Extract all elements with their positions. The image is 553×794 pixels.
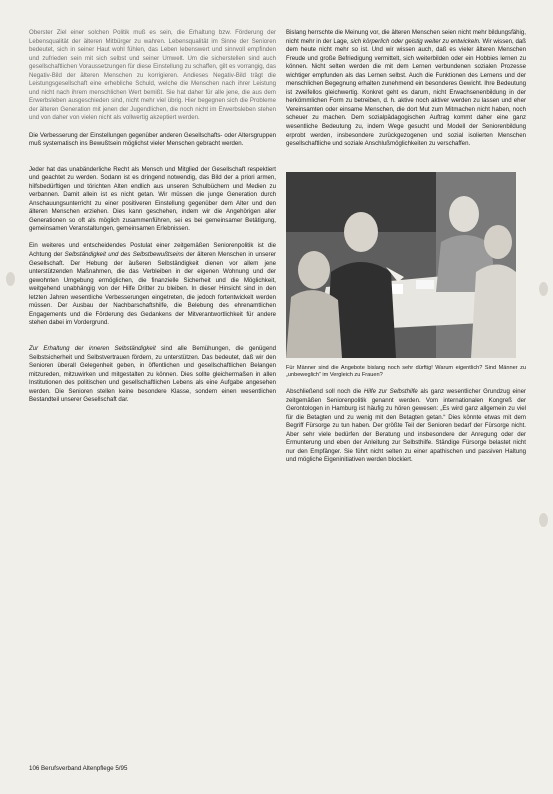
emphasis: Selbständigkeit und des Selbstbewußtseins bbox=[64, 251, 184, 259]
punch-hole bbox=[539, 282, 548, 296]
paragraph-quality-of-life: Oberster Ziel einer solchen Politik muß es sein, die Erhaltung bzw. Förderung der Lebensqualität der älteren Mitbürger zu wahren. Lebensqualität im Sinne der Senioren bedeutet, sich in seiner Haut wohl fühlen, das Leben lebenswert und sinnvoll empfinden und zufrieden sein mit sich selbst und seiner Umwelt. Um die sicherstellen sind auch gesellschaftlichen Voraussetzungen für diese Einstellung zu schaffen, gilt es vorrangig, das Negativ-Bild der älteren Menschen zu korrigieren. Andieses Negativ-Bild trägt die Leistungsgesellschaft eine erhebliche Schuld, welche die Menschen nach ihrer Leistung und nicht nach ihrem menschlichen Wert bemißt. Sie hat daher für alle jene, die aus dem Erwerbsleben ausgeschieden sind, nicht mehr viel übrig. Hier begegnen sich die Probleme der älteren Generation mit jenen der Jugendlichen, die noch nicht im Erwerbsleben stehen und von daher von vielen nicht als vollwertig akzeptiert werden. bbox=[29, 29, 276, 122]
paragraph-inner-independence bbox=[29, 345, 276, 405]
photo-illustration bbox=[286, 172, 516, 358]
paragraph-self-help bbox=[286, 388, 526, 465]
emphasis: sich körperlich oder geistig weiter zu entwickeln. bbox=[350, 37, 481, 45]
paragraph-independence bbox=[29, 242, 276, 327]
text-run: der älteren Menschen in unserer Gesellschaft. Der Hebung der äußeren Selbständigkeit dienen vor allem jene unterstützenden Maßnahmen, die das Verbleiben in der eigenen Wohnung und der gewohnten Umgebung ermöglichen, die finanzielle Sicherheit und die Möglichkeit, weitgehend unabhängig von der Hilfe Dritter zu bleiben. In dieser Hinsicht sind in den letzten Jahren wesentliche Verbesserungen eingetreten, die jedoch fortentwickelt werden müssen. Der Ausbau der Nachbarschaftshilfe, die Belebung des ehrenamtlichen Engagements und die Förderung des Gedankens der Mitverantwortlichkeit für andere stehen dabei im Vordergrund. bbox=[29, 251, 276, 327]
paragraph-attitudes: Die Verbesserung der Einstellungen gegenüber anderen Gesellschafts- oder Altersgruppen muß systematisch ins Bewußtsein möglichst vieler Menschen gebracht werden. bbox=[29, 131, 276, 148]
right-column bbox=[286, 29, 526, 473]
photo-caption: Für Männer sind die Angebote bislang noch sehr dürftig! Warum eigentlich? Sind Männer zu „unbeweglich“ im Vergleich zu Frauen? bbox=[286, 364, 526, 379]
paragraph-education bbox=[286, 29, 526, 149]
paragraph-respect: Jeder hat das unabänderliche Recht als Mensch und Mitglied der Gesellschaft respektiert und geachtet zu werden. Sodann ist es dringend notwendig, das Bild der a priori armen, hilfsbedürftigen und törichten Alten endlich aus unseren Schulbüchern und Medien zu verbannen. Damit allein ist es nicht getan. Wir müssen die junge Generation durch Anschauungsunterricht zu einer positiveren Einstellung gegenüber dem Alter und den älteren Menschen erziehen. Dies kann geschehen, indem wir die Angehörigen aller Generationen so oft als möglich zusammenführen, sei es bei gemeinsamer Betätigung, gemeinsamen Veranstaltungen, gemeinsamen Erlebnissen. bbox=[29, 165, 276, 233]
page-footer: 106 Berufsverband Altenpflege 5/95 bbox=[29, 765, 128, 772]
text-run: sind alle Bemühungen, die genügend Selbstsicherheit und Selbstvertrauen fördern, zu unterstützen. Das bedeutet, daß wir den Senioren überall Gelegenheit geben, in öffentlichen und gesellschaftlichen Belangen mitzureden, mitzuwirken und mitgestalten zu können. Dies sollte gleichermaßen in allen Institutionen des politischen und gesellschaftlichen Lebens als eine Aufgabe angesehen werden. Die Senioren stellen keine besondere Klasse, sondern einen wesentlichen Bestandteil unserer Gesellschaft dar. bbox=[29, 344, 276, 404]
emphasis: Hilfe zur Selbsthilfe bbox=[363, 387, 418, 395]
text-run: Bislang herrschte die Meinung vor, die älteren Menschen seien nicht mehr bildungsfähig, nicht mehr in der Lage, bbox=[286, 29, 526, 45]
emphasis: Zur Erhaltung der inneren Selbständigkeit bbox=[29, 344, 156, 352]
punch-hole bbox=[539, 513, 548, 527]
text-run: Wir wissen, daß dem heute nicht mehr so ist. Und wir wissen auch, daß es vieler älteren Menschen Freude und große Befriedigung vermittelt, sich weiterbilden oder ein Hobbies lernen zu können. Nicht selten werden die mit dem Lernen verbundenen sozialen Prozesse wichtiger empfunden als das Lernen selbst. Auch die Funktionen des Lernens und der menschlichen Begegnung erhalten zunehmend ein besonderes Gewicht. Ihre Bedeutung ist zweifellos gleichwertig. Konkret geht es darum, nicht Erwachsenenbildung in der herkömmlichen Form zu betreiben, d. h. aktive noch aktiver werden zu lassen und eher Vereinsamten oder einsame Menschen, die dort Mut zum Mitmachen nicht haben, noch scheuer zu machen. Dem sozialpädagogischen Auftrag kommt daher eine ganz wesentliche Bedeutung zu, indem Wege gesucht und Modell der Seniorenbildung erprobt werden, insbesondere zurückgezogenen und sozial isolierten Menschen gesellschaftliche und soziale Anschlußmöglichkeiten zu verschaffen. bbox=[286, 37, 526, 148]
text-run: Ein weiteres und entscheidendes Postulat einer zeitgemäßen Seniorenpolitik ist die Achtung der bbox=[29, 242, 276, 259]
text-run: Abschließend soll noch die bbox=[286, 387, 364, 395]
punch-hole bbox=[6, 272, 15, 286]
text-run: als ganz wesentlicher Grundzug einer zeitgemäßen Seniorenpolitik genannt werden. Vom internationalen Kongreß der Gerontologen in Hamburg ist häufig zu hören gewesen: „Es wird ganz allgemein zu viel für die Betagten und zu wenig mit den Betagten getan.“ Dies könnte etwas mit dem Begriff Fürsorge zu tun haben. Der größte Teil der Senioren bedarf der Fürsorge nicht. Aber sehr viele bedürfen der Beratung und insbesondere der Anregung oder der Ermunterung und eben der Anleitung zur Selbsthilfe. Ständige Fürsorge belastet nicht nur den Empfänger. Sie führt nicht selten zu einer apathischen und passiven Haltung und mögliche Eigeninitiativen werden blockiert. bbox=[286, 387, 527, 464]
photo-men-playing-cards bbox=[286, 172, 516, 358]
left-column bbox=[29, 29, 276, 413]
